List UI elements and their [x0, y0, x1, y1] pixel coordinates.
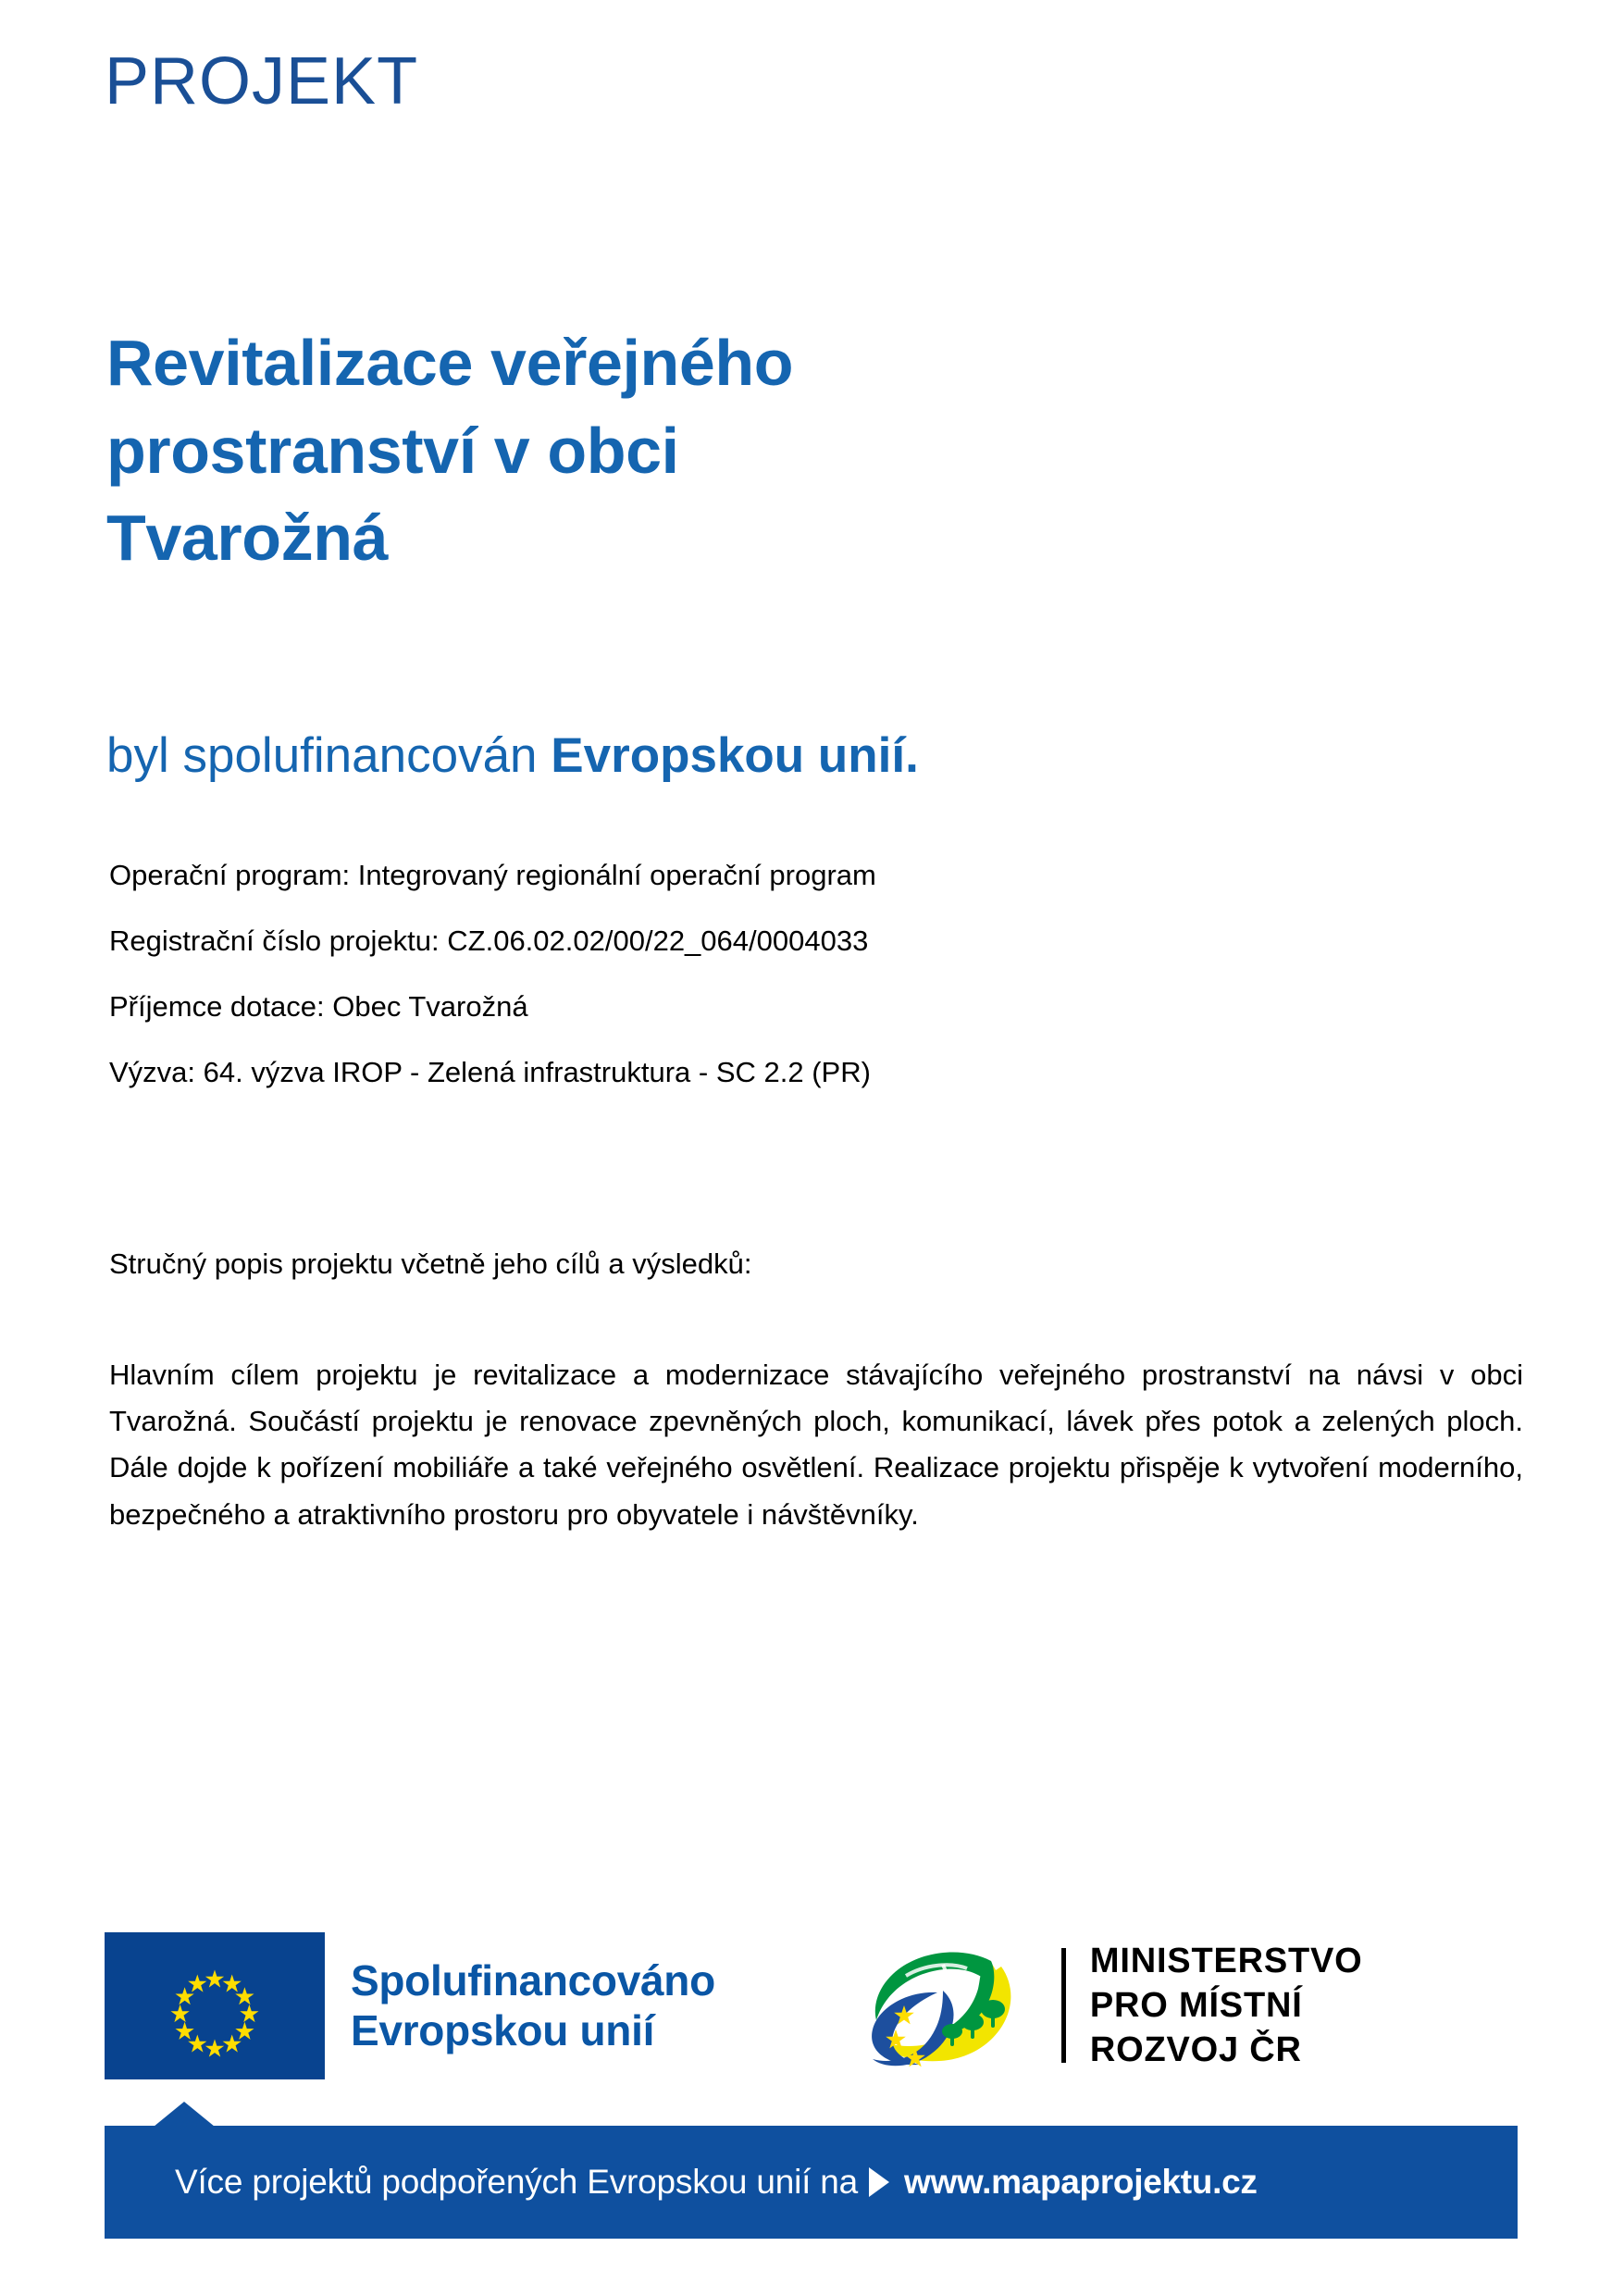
subtitle-prefix: byl spolufinancován — [106, 728, 552, 783]
footer-bar — [105, 2126, 1518, 2239]
title-line-2: prostranství v obci — [106, 414, 679, 487]
eu-logo-line-2: Evropskou unií — [351, 2006, 655, 2054]
eu-flag-icon — [105, 1932, 325, 2079]
eu-logo-text — [351, 1955, 715, 2056]
subtitle — [106, 726, 919, 786]
subtitle-emphasis: Evropskou unií. — [551, 728, 919, 783]
meta-operational-program: Operační program: Integrovaný regionální operační program — [109, 859, 876, 891]
project-meta-list — [109, 861, 1497, 1123]
logo-strip — [105, 1917, 1530, 2093]
title-line-1: Revitalizace veřejného — [106, 327, 794, 399]
mmr-logo-line-3: ROZVOJ ČR — [1089, 2030, 1302, 2070]
eu-cofunding-logo — [105, 1932, 715, 2079]
meta-beneficiary: Příjemce dotace: Obec Tvarožná — [109, 990, 528, 1023]
footer-banner — [105, 2126, 1518, 2239]
page-title — [106, 319, 1198, 582]
mmr-divider — [1061, 1948, 1066, 2063]
footer-notch-triangle — [154, 2102, 215, 2127]
description-body: Hlavním cílem projektu je revitalizace a modernizace stávajícího veřejného prostranství na návsi v obci Tvarožná. Součástí projektu je renovace zpevněných ploch, komunikací, lávek přes potok a zelených ploch. Dále dojde k pořízení mobiliáře a také veřejného osvětlení. Realizace projektu přispěje k vytvoření moderního, bezpečného a atraktivního prostoru pro obyvatele i návštěvníky. — [109, 1359, 1523, 1531]
mmr-ministry-logo — [852, 1935, 1363, 2076]
title-heading — [106, 319, 1198, 582]
mmr-logo-line-2: PRO MÍSTNÍ — [1089, 1985, 1303, 2025]
footer-url-link[interactable]: www.mapaprojektu.cz — [904, 2163, 1258, 2201]
triangle-right-icon — [867, 2166, 891, 2203]
description-heading: Stručný popis projektu včetně jeho cílů a výsledků: — [109, 1247, 752, 1280]
mmr-logo-text — [1090, 1939, 1363, 2073]
meta-call: Výzva: 64. výzva IROP - Zelená infrastruktura - SC 2.2 (PR) — [109, 1056, 871, 1088]
title-line-3: Tvarožná — [106, 502, 389, 574]
footer-label: Více projektů podpořených Evropskou unií na — [175, 2163, 859, 2201]
mmr-emblem-icon — [852, 1935, 1037, 2076]
meta-registration-number: Registrační číslo projektu: CZ.06.02.02/00/22_064/0004033 — [109, 925, 869, 957]
mmr-logo-line-1: MINISTERSTVO — [1089, 1941, 1363, 1980]
eu-logo-line-1: Spolufinancováno — [351, 1955, 715, 2004]
page-kicker: PROJEKT — [105, 44, 419, 118]
